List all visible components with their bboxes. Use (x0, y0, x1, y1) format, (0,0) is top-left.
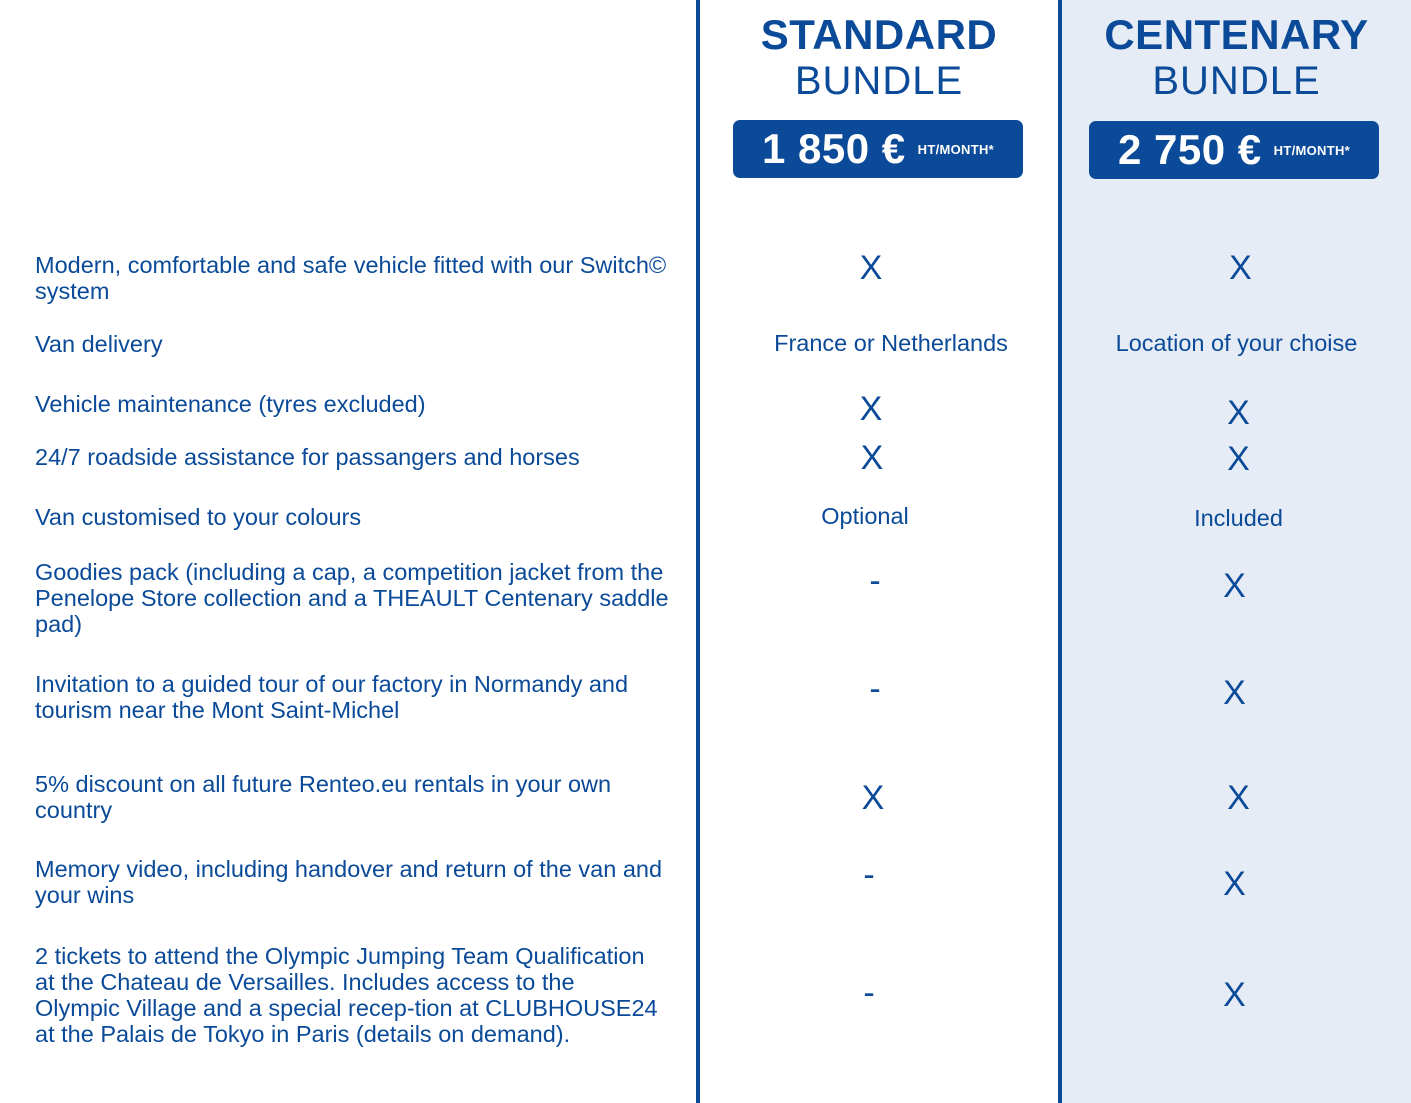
centenary-price-unit: HT/MONTH* (1273, 142, 1350, 158)
feature-goodies-pack: Goodies pack (including a cap, a competition jacket from the Penelope Store collection and a THEAULT Centenary saddle pad) (35, 559, 669, 637)
standard-video-value: - (863, 856, 875, 894)
centenary-colours-value: Included (1194, 505, 1283, 531)
centenary-video-value: X (1223, 865, 1246, 903)
standard-price-unit: HT/MONTH* (917, 141, 994, 157)
centenary-discount-value: X (1227, 779, 1250, 817)
standard-plan-sub: BUNDLE (794, 59, 964, 103)
column-divider-right (1058, 0, 1062, 1103)
feature-olympic-tickets: 2 tickets to attend the Olympic Jumping Team Qualification at the Chateau de Versailles. Includes access to the Olympic Village and a special recep-tion at CLUBHOUSE24 at the Palais de Tokyo in Paris (details on demand). (35, 943, 658, 1047)
standard-colours-value: Optional (821, 503, 909, 529)
standard-price-badge (733, 120, 1023, 178)
centenary-plan-header (1062, 10, 1411, 102)
centenary-delivery-value: Location of your choise (1115, 330, 1358, 356)
standard-delivery-value: France or Netherlands (774, 330, 1008, 356)
standard-price-amount: 1 850 € (762, 125, 906, 172)
standard-vehicle-value: X (859, 249, 883, 287)
feature-discount: 5% discount on all future Renteo.eu rentals in your own country (35, 771, 612, 823)
standard-discount-value: X (861, 779, 885, 817)
feature-roadside-assistance: 24/7 roadside assistance for passangers and horses (35, 444, 580, 470)
feature-factory-tour: Invitation to a guided tour of our factory in Normandy and tourism near the Mont Saint-Michel (35, 671, 629, 723)
standard-plan-header (700, 10, 1058, 102)
column-divider-left (696, 0, 700, 1103)
centenary-goodies-value: X (1223, 567, 1246, 605)
centenary-plan-name: CENTENARY (1104, 11, 1369, 58)
standard-maintenance-value: X (859, 390, 883, 428)
feature-customised-colours: Van customised to your colours (35, 504, 362, 530)
standard-tickets-value: - (863, 974, 875, 1012)
feature-vehicle: Modern, comfortable and safe vehicle fitted with our Switch© system (35, 252, 667, 304)
centenary-vehicle-value: X (1229, 249, 1252, 287)
feature-maintenance: Vehicle maintenance (tyres excluded) (35, 391, 426, 417)
standard-tour-value: - (869, 670, 881, 708)
centenary-maintenance-value: X (1227, 394, 1250, 432)
standard-assistance-value: X (860, 439, 884, 477)
centenary-tickets-value: X (1223, 976, 1246, 1014)
centenary-price-amount: 2 750 € (1118, 126, 1262, 173)
centenary-assistance-value: X (1227, 440, 1250, 478)
standard-plan-name: STANDARD (760, 11, 998, 58)
feature-memory-video: Memory video, including handover and return of the van and your wins (35, 856, 663, 908)
centenary-price-badge (1089, 121, 1379, 179)
centenary-plan-sub: BUNDLE (1152, 59, 1321, 103)
centenary-tour-value: X (1223, 674, 1246, 712)
standard-goodies-value: - (869, 562, 881, 600)
feature-van-delivery: Van delivery (35, 331, 163, 357)
